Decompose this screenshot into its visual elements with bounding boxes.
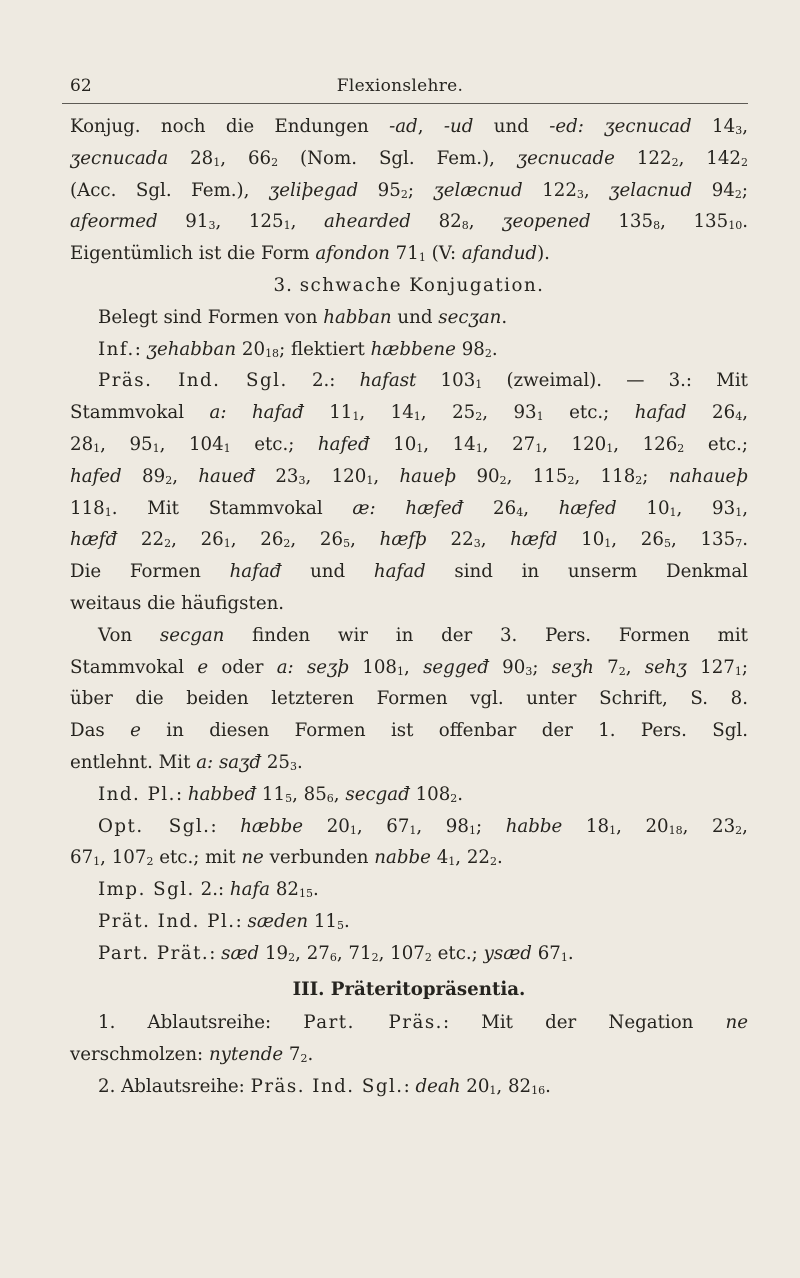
text-line-l22: Ind. Pl.: habbeđ $11_5$, $85_6$, secgađ $108_2$. xyxy=(98,783,464,805)
text-line-l04: afeormed $91_3$, $125_1$, ahearded $82_8$, ʒeopened $135_8$, $135_{10}$. xyxy=(70,211,749,233)
text-line-l20: Das e in diesen Formen ist offenbar der 1. Pers. Sgl. xyxy=(70,720,748,742)
text-line-l09: Präs. Ind. Sgl. 2.: hafast $103_1$ (zweimal). — 3.: Mit xyxy=(98,370,748,392)
text-line-l01: Konjug. noch die Endungen -ad, -ud und -ed: ʒecnucad $14_3$, xyxy=(70,116,748,137)
text-line-l18: Stammvokal e oder a: seʒþ $108_1$, seggeđ $90_3$; seʒh $7_2$, sehʒ $127_1$; xyxy=(70,656,748,678)
text-line-l24: $67_1$, $107_2$ etc.; mit ne verbunden nabbe $4_1$, $22_2$. xyxy=(70,847,503,869)
text-line-l06: 3. schwache Konjugation. xyxy=(273,274,545,296)
text-line-l16: weitaus die häufigsten. xyxy=(70,592,285,614)
text-line-l03: (Acc. Sgl. Fem.), ʒeliþegad $95_2$; ʒelæcnud $122_3$, ʒelacnud $94_2$; xyxy=(70,179,748,201)
text-line-l17: Von secgan finden wir in der 3. Pers. Formen mit xyxy=(98,624,748,646)
text-line-l27: Part. Prät.: sæd $19_2$, $27_6$, $71_2$, $107_2$ etc.; ysæd $67_1$. xyxy=(98,942,574,964)
text-line-l31: 2. Ablautsreihe: Präs. Ind. Sgl.: deah $20_1$, $82_{16}$. xyxy=(98,1075,551,1097)
text-line-l29: 1. Ablautsreihe: Part. Präs.: Mit der Negation ne xyxy=(98,1012,748,1034)
text-line-l30: verschmolzen: nytende $7_2$. xyxy=(70,1044,314,1066)
running-title: Flexionslehre. xyxy=(336,76,464,96)
text-line-l12: hafed $89_2$, haueđ $23_3$, $120_1$, haueþ $90_2$, $115_2$, $118_2$; nahaueþ xyxy=(70,465,748,487)
text-line-l23: Opt. Sgl.: hæbbe $20_1$, $67_1$, $98_1$; habbe $18_1$, $20_{18}$, $23_2$, xyxy=(98,815,748,837)
header-rule xyxy=(62,103,748,104)
text-line-l19: über die beiden letzteren Formen vgl. unter Schrift, S. 8. xyxy=(70,688,748,710)
text-body xyxy=(70,111,748,1103)
text-line-l26: Prät. Ind. Pl.: sæden $11_5$. xyxy=(98,910,350,932)
text-line-l11: $28_1$, $95_1$, $104_1$ etc.; hafeđ $10_1$, $14_1$, $27_1$, $120_1$, $126_2$ etc.; xyxy=(70,433,748,455)
text-line-l13: $118_1$. Mit Stammvokal æ: hæfeđ $26_4$, hæfed $10_1$, $93_1$, xyxy=(70,497,748,519)
text-line-l15: Die Formen hafađ und hafad sind in unserm Denkmal xyxy=(70,561,748,583)
text-line-l08: Inf.: ʒehabban $20_{18}$; flektiert hæbbene $98_2$. xyxy=(98,338,498,360)
text-line-l07: Belegt sind Formen von habban und secʒan. xyxy=(98,306,508,328)
text-line-l28: III. Präteritopräsentia. xyxy=(292,978,526,1000)
text-line-l21: entlehnt. Mit a: saʒđ $25_3$. xyxy=(70,751,303,773)
text-line-l25: Imp. Sgl. 2.: hafa $82_{15}$. xyxy=(98,879,319,901)
text-line-l02: ʒecnucada $28_1$, $66_2$ (Nom. Sgl. Fem.), ʒecnucade $122_2$, $142_2$ xyxy=(70,147,748,169)
text-line-l10: Stammvokal a: hafađ $11_1$, $14_1$, $25_2$, $93_1$ etc.; hafad $26_4$, xyxy=(70,402,748,424)
page-header xyxy=(0,76,800,98)
text-line-l14: hæfđ $22_2$, $26_1$, $26_2$, $26_5$, hæfþ $22_3$, hæfd $10_1$, $26_5$, $135_7$. xyxy=(70,529,748,551)
text-line-l05: Eigentümlich ist die Form afondon $71_1$ (V: afandud). xyxy=(70,243,550,265)
page-number: 62 xyxy=(70,76,92,96)
